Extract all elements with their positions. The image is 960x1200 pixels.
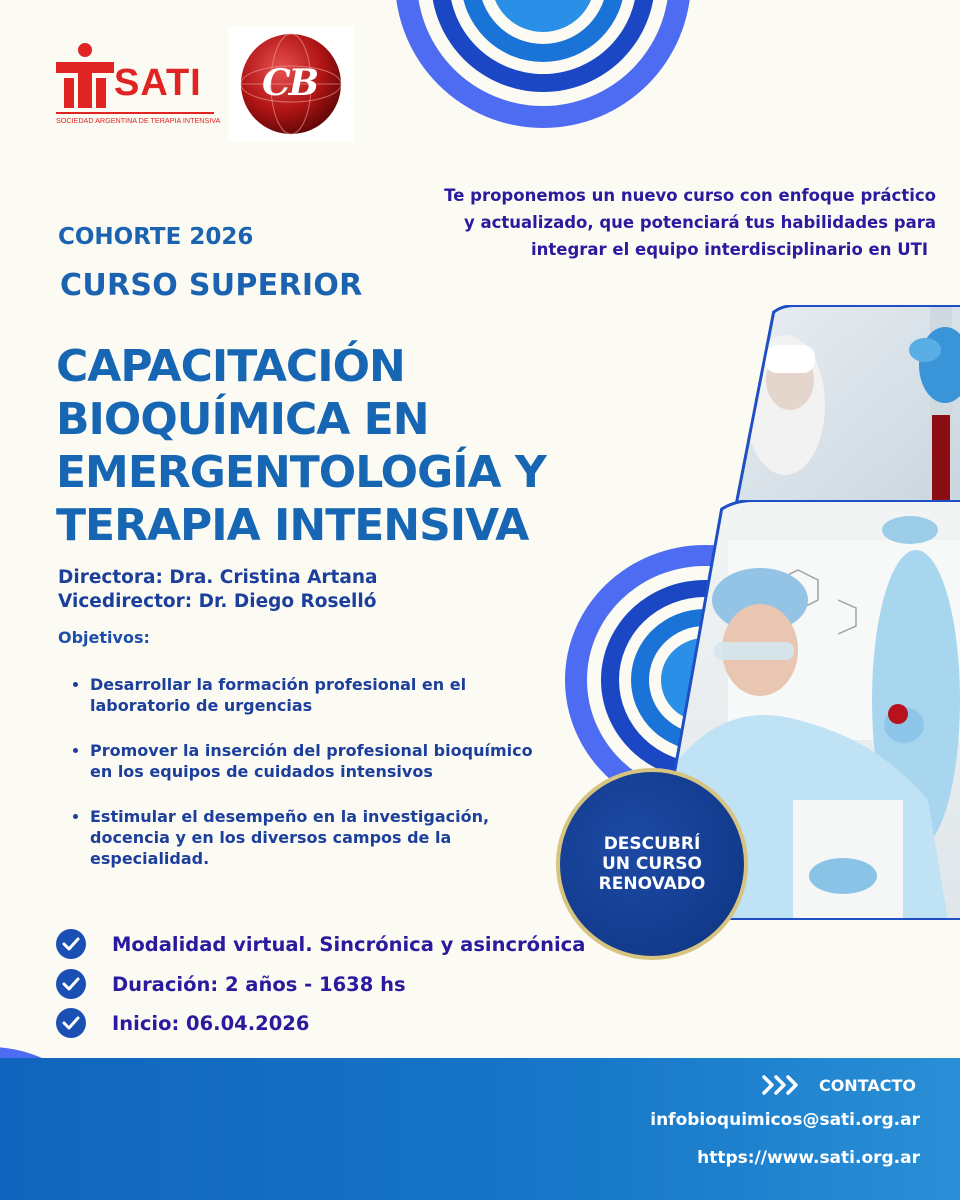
badge-line-3: RENOVADO (598, 874, 706, 894)
objective-item: • Desarrollar la formación profesional en el laboratorio de urgencias (90, 674, 560, 716)
cb-logo (228, 26, 354, 142)
intro-line-1: Te proponemos un nuevo curso con enfoque práctico (444, 186, 936, 205)
sati-name: SATI (114, 62, 202, 104)
cb-monogram: CB (262, 62, 318, 104)
check-circle-icon (56, 1008, 86, 1038)
triple-chevron-right-icon (761, 1074, 801, 1096)
contact-email-link[interactable]: infobioquimicos@sati.org.ar (650, 1110, 920, 1130)
contact-label: CONTACTO (818, 1075, 916, 1095)
director-name: Directora: Dra. Cristina Artana (58, 567, 378, 588)
sati-emblem-icon (56, 42, 114, 110)
badge-line-1: DESCUBRÍ (603, 834, 701, 854)
intro-line-2: y actualizado, que potenciará tus habilidades para (463, 213, 936, 232)
decorative-circles-top (390, 0, 690, 140)
start-row (56, 1007, 309, 1039)
start-date-text: Inicio: 06.04.2026 (112, 1011, 310, 1035)
sati-subtitle: SOCIEDAD ARGENTINA DE TERAPIA INTENSIVA (56, 112, 214, 125)
objective-item: • Estimular el desempeño en la investigación, docencia y en los diversos campos de la especialidad. (90, 806, 560, 869)
course-title (56, 340, 656, 552)
sati-logo (52, 38, 221, 128)
intro-line-3: integrar el equipo interdisciplinario en UTI (530, 240, 928, 259)
badge-line-2: UN CURSO (601, 854, 703, 874)
objectives-list (70, 674, 560, 893)
course-title-line-2: BIOQUÍMICA EN (56, 394, 429, 445)
course-level: CURSO SUPERIOR (60, 268, 363, 303)
duration-row (56, 968, 406, 1000)
modality-row (56, 928, 585, 960)
course-title-line-4: TERAPIA INTENSIVA (56, 500, 529, 551)
photo-lab-sample (735, 305, 960, 510)
check-circle-icon (56, 929, 86, 959)
intro-text (416, 182, 936, 263)
modality-text: Modalidad virtual. Sincrónica y asincrónica (112, 932, 586, 956)
course-title-line-1: CAPACITACIÓN (56, 341, 405, 392)
check-circle-icon (56, 969, 86, 999)
directors (58, 566, 378, 614)
renewed-course-badge (556, 768, 748, 960)
cohort-label: COHORTE 2026 (58, 224, 254, 250)
duration-text: Duración: 2 años - 1638 hs (112, 972, 406, 996)
course-title-line-3: EMERGENTOLOGÍA Y (56, 447, 546, 498)
objectives-label: Objetivos: (58, 628, 150, 647)
objective-item: • Promover la inserción del profesional bioquímico en los equipos de cuidados intensivos (90, 740, 560, 782)
contact-website-link[interactable]: https://www.sati.org.ar (697, 1148, 920, 1168)
contact-heading (761, 1074, 916, 1096)
badge-text (587, 834, 717, 894)
vice-director-name: Vicedirector: Dr. Diego Roselló (58, 591, 377, 612)
